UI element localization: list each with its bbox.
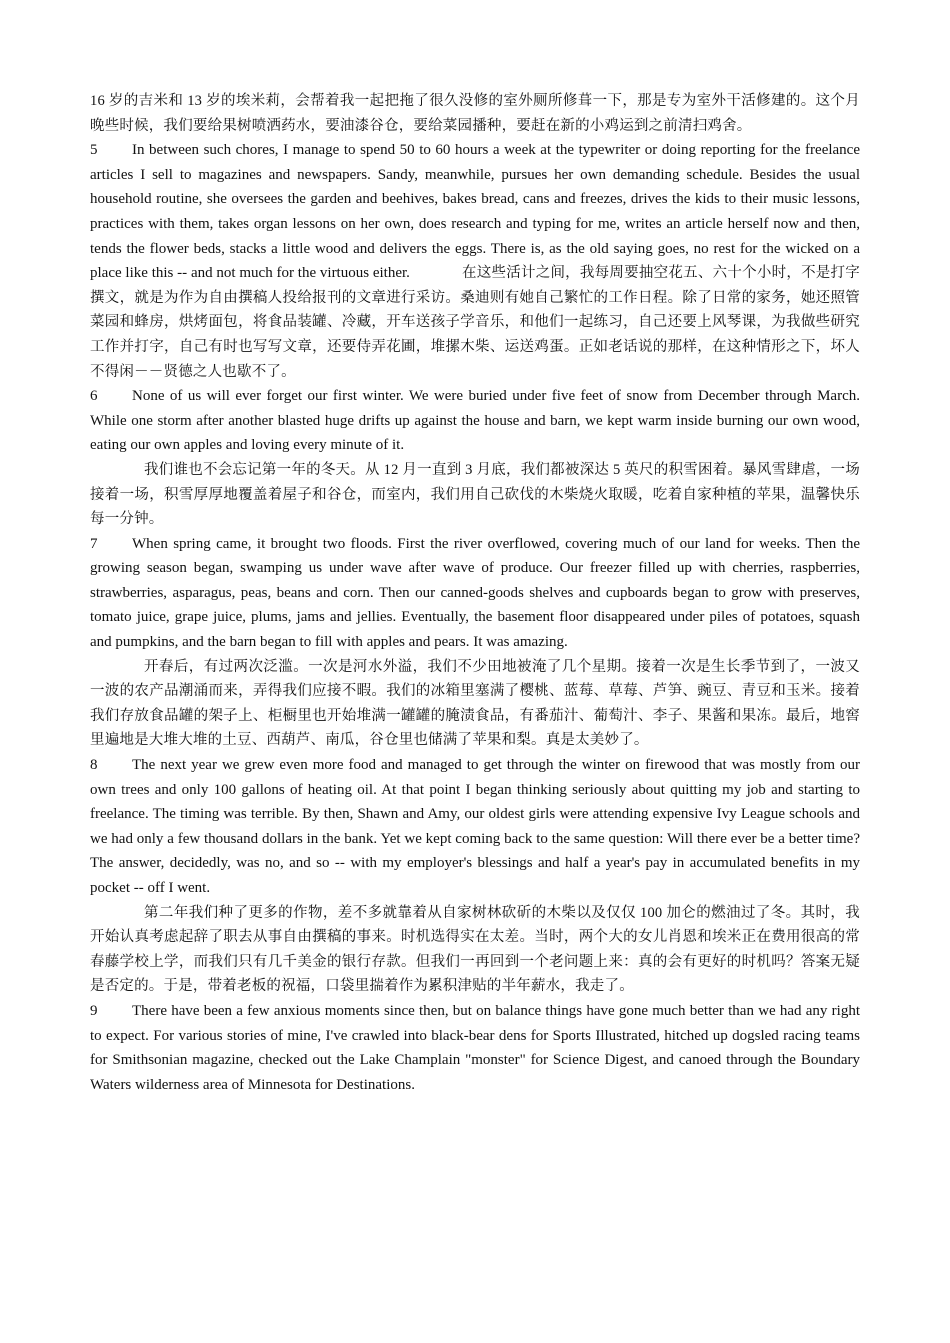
paragraph-5-chinese: 在这些活计之间，我每周要抽空花五、六十个小时，不是打字撰文，就是为作为自由撰稿人投给报刊的文章进行采访。桑迪则有她自己繁忙的工作日程。除了日常的家务，她还照管菜园和蜂房，烘烤面包，将食品装罐、冷藏，开车送孩子学音乐，和他们一起练习，自己还要上风琴课，为我做些研究工作并打字，自己有时也写写文章，还要侍弄花圃，堆摞木柴、运送鸡蛋。正如老话说的那样，在这种情形之下，坏人不得闲－－贤德之人也歇不了。 xyxy=(90,265,860,380)
paragraph-number: 9 xyxy=(90,1002,98,1019)
paragraph-4-chinese-continued: 16 岁的吉米和 13 岁的埃米莉，会帮着我一起把拖了很久没修的室外厕所修葺一下，那是专为室外干活修建的。这个月晚些时候，我们要给果树喷洒药水，要油漆谷仓，要给菜园播种，要赶在新的小鸡运到之前清扫鸡舍。 xyxy=(90,93,860,134)
paragraph-number: 5 xyxy=(90,142,98,159)
paragraph-6-english xyxy=(90,384,860,458)
paragraph-9-english xyxy=(90,999,860,1097)
paragraph-9-english-text: There have been a few anxious moments since then, but on balance things have gone much better than we had any right to expect. For various stories of mine, I've crawled into black-bear dens for Sports Illustrated, hitched up dogsled racing teams for Smithsonian magazine, checked out the Lake Champlain "monster" for Science Digest, and canoed through the Boundary Waters wilderness area of Minnesota for Destinations. xyxy=(90,1002,860,1093)
paragraph-5-english xyxy=(90,138,860,384)
paragraph-number: 7 xyxy=(90,535,98,552)
document-body xyxy=(90,89,860,1097)
paragraph-8-chinese: 第二年我们种了更多的作物，差不多就靠着从自家树林砍斫的木柴以及仅仅 100 加仑的燃油过了冬。其时，我开始认真考虑起辞了职去从事自由撰稿的事来。时机选得实在太差。当时，两个大的女儿肖恩和埃米正在费用很高的常春藤学校上学，而我们只有几千美金的银行存款。但我们一再回到一个老问题上来：真的会有更好的时机吗？答案无疑是否定的。于是，带着老板的祝福，口袋里揣着作为累积津贴的半年薪水，我走了。 xyxy=(90,904,860,995)
paragraph-7-english-text: When spring came, it brought two floods. First the river overflowed, covering much of our land for weeks. Then the growing season began, swamping us under wave after wave of produce. Our freezer filled up with cherries, raspberries, strawberries, asparagus, peas, beans and corn. Then our canned-goods shelves and cupboards began to grow with preserves, tomato juice, grape juice, plums, jams and jellies. Eventually, the basement floor disappeared under piles of potatoes, squash and pumpkins, and the barn began to fill with apples and pears. It was amazing. xyxy=(90,535,860,651)
paragraph-8-english-text: The next year we grew even more food and managed to get through the winter on firewood that was mostly from our own trees and only 100 gallons of heating oil. At that point I began thinking seriously about quitting my job and starting to freelance. The timing was terrible. By then, Shawn and Amy, our oldest girls were attending expensive Ivy League schools and we had only a few thousand dollars in the bank. Yet we kept coming back to the same question: Will there ever be a better time? The answer, decidedly, was no, and so -- with my employer's blessings and half a year's pay in accumulated benefits in my pocket -- off I went. xyxy=(90,757,860,896)
paragraph-6-english-text: None of us will ever forget our first winter. We were buried under five feet of snow from December through March. While one storm after another blasted huge drifts up against the house and barn, we kept warm inside burning our own wood, eating our own apples and loving every minute of it. xyxy=(90,388,860,454)
paragraph-7-chinese: 开春后，有过两次泛滥。一次是河水外溢，我们不少田地被淹了几个星期。接着一次是生长季节到了，一波又一波的农产品潮涌而来，弄得我们应接不暇。我们的冰箱里塞满了樱桃、蓝莓、草莓、芦笋、豌豆、青豆和玉米。接着我们存放食品罐的架子上、柜橱里也开始堆满一罐罐的腌渍食品，有番茄汁、葡萄汁、李子、果酱和果冻。最后，地窖里遍地是大堆大堆的土豆、西葫芦、南瓜，谷仓里也储满了苹果和梨。真是太美妙了。 xyxy=(90,658,860,749)
paragraph-8-english xyxy=(90,753,860,901)
paragraph-number: 8 xyxy=(90,757,98,774)
paragraph-6-chinese: 我们谁也不会忘记第一年的冬天。从 12 月一直到 3 月底，我们都被深达 5 英尺的积雪困着。暴风雪肆虐，一场接着一场，积雪厚厚地覆盖着屋子和谷仓，而室内，我们用自己砍伐的木柴烧火取暖，吃着自家种植的苹果，温馨快乐每一分钟。 xyxy=(90,461,860,528)
paragraph-7-english xyxy=(90,532,860,655)
paragraph-number: 6 xyxy=(90,388,98,405)
paragraph-5-english-text: In between such chores, I manage to spend 50 to 60 hours a week at the typewriter or doing reporting for the freelance articles I sell to magazines and newspapers. Sandy, meanwhile, pursues her own demanding schedule. Besides the usual household routine, she oversees the garden and beehives, bakes bread, cans and freezes, drives the kids to their music lessons, practices with them, takes organ lessons on her own, does research and typing for me, writes an article herself now and then, tends the flower beds, stacks a little wood and delivers the eggs. There is, as the old saying goes, no rest for the wicked on a place like this -- and not much for the virtuous either. xyxy=(90,142,860,282)
